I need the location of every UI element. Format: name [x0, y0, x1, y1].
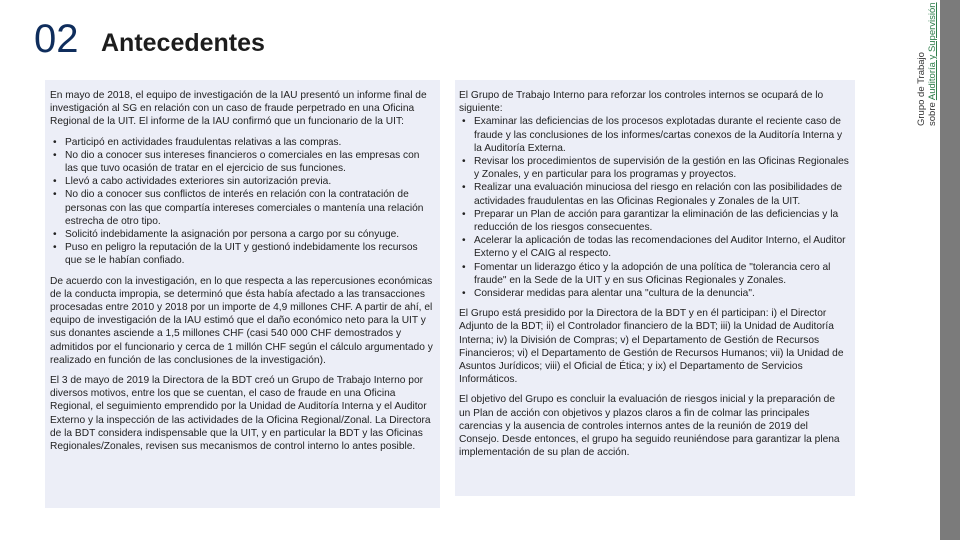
- list-item: • Examinar las deficiencias de los procesos explotadas durante el reciente caso de fraude y las conclusiones de los informes/cartas conexos de la Auditoría Interna y la Auditoría Externa.: [459, 115, 849, 155]
- list-item: • Fomentar un liderazgo ético y la adopción de una política de "tolerancia cero al fraude" en la Sede de la UIT y en sus Oficinas Regionales y Zonales.: [459, 261, 849, 287]
- right-paragraph-2: El Grupo está presidido por la Directora de la BDT y en él participan: i) el Director Adjunto de la BDT; ii) el Controlador financiero de la BDT; iii) la Unidad de Auditoría Interna; iv) la División de Compras; v) el Departamento de Gestión de Recursos Financieros; vi) el Departamento de Gestión de Recursos Humanos; vii) la Unidad de Asuntos Jurídicos; viii) el Oficial de Ética; y ix) el Departamento de Servicios Informáticos.: [459, 308, 844, 386]
- left-paragraph-3: El 3 de mayo de 2019 la Directora de la BDT creó un Grupo de Trabajo Interno por diversos motivos, entre los que se cuentan, el caso de fraude en una Oficina Regional, el seguimiento emprendido por la Unidad de Auditoría Interna y el Auditor Externo y la inspección de las actividades de la Oficina Regional/Zonal. La Directora de la BDT considera indispensable que la UIT, y en particular la BDT y las Oficinas Regionales/Zonales, revisen sus mecanismos de control interno lo antes posible.: [50, 375, 431, 453]
- list-item: • No dio a conocer sus conflictos de interés en relación con la contratación de personas con las que compartía intereses comerciales o mantenía una relación estrecha de otro tipo.: [50, 188, 434, 228]
- left-intro: En mayo de 2018, el equipo de investigación de la IAU presentó un informe final de investigación al SG en relación con un caso de fraude perpetrado en una Oficina Regional de la UIT. El informe de la IAU confirmó que un funcionario de la UIT:: [50, 90, 427, 128]
- list-item: • Revisar los procedimientos de supervisión de la gestión en las Oficinas Regionales y Zonales, y en particular para los programas y proyectos.: [459, 155, 849, 181]
- list-item: • Llevó a cabo actividades exteriores sin autorización previa.: [50, 175, 434, 188]
- sidebar-link[interactable]: Auditoría y Supervisión: [927, 2, 938, 101]
- section-number: 02: [34, 17, 79, 61]
- right-intro: El Grupo de Trabajo Interno para reforzar los controles internos se ocupará de lo siguiente:: [459, 90, 824, 115]
- sidebar-line-2-prefix: sobre: [927, 100, 938, 126]
- list-item: • Preparar un Plan de acción para garantizar la eliminación de las deficiencias y la reducción de los riesgos consecuentes.: [459, 208, 849, 234]
- right-text-panel: [455, 80, 855, 496]
- sidebar-line-1: Grupo de Trabajo: [916, 52, 927, 126]
- list-item: • Solicitó indebidamente la asignación por persona a cargo por su cónyuge.: [50, 228, 434, 241]
- right-paragraph-3: El objetivo del Grupo es concluir la evaluación de riesgos inicial y la preparación de un Plan de acción con objetivos y plazos claros a fin de colmar las principales carencias y la ausencia de controles internos antes de la reunión de 2019 del Consejo. Desde entonces, el grupo ha seguido reuniéndose para garantizar la plena implementación de su plan de acción.: [459, 394, 840, 459]
- sidebar-caption: [916, 0, 938, 126]
- list-item: • Acelerar la aplicación de todas las recomendaciones del Auditor Interno, el Auditor Externo y el CAIG al respecto.: [459, 234, 849, 260]
- left-bullet-list: [50, 136, 434, 268]
- list-item: • Realizar una evaluación minuciosa del riesgo en relación con las posibilidades de actividades fraudulentas en las Oficinas Regionales y Zonales de la UIT.: [459, 181, 849, 207]
- right-bullet-list: [459, 115, 849, 300]
- list-item: • Considerar medidas para alentar una "cultura de la denuncia".: [459, 287, 849, 300]
- list-item: • Puso en peligro la reputación de la UIT y gestionó indebidamente los recursos que se le habían confiado.: [50, 241, 434, 267]
- page-title: Antecedentes: [101, 29, 265, 57]
- left-text-panel: [45, 80, 440, 508]
- left-paragraph-2: De acuerdo con la investigación, en lo que respecta a las repercusiones económicas de la conducta impropia, se determinó que ésta había afectado a las transacciones procesadas entre 2010 y 2018 por un importe de 4,9 millones CHF. A partir de ahí, el equipo de investigación de la IAU estimó que el daño económico neto para la UIT y sus donantes asciende a 1,5 millones CHF (casi 540 000 CHF demostrados y admitidos por el funcionario y cerca de 1 millón CHF según el cálculo argumentado y realizado en función de las conclusiones de la investigación).: [50, 275, 433, 366]
- list-item: • Participó en actividades fraudulentas relativas a las compras.: [50, 136, 434, 149]
- sidebar-line-2: [927, 0, 938, 126]
- list-item: • No dio a conocer sus intereses financieros o comerciales en las empresas con las que tuvo ocasión de tratar en el ejercicio de sus funciones.: [50, 149, 434, 175]
